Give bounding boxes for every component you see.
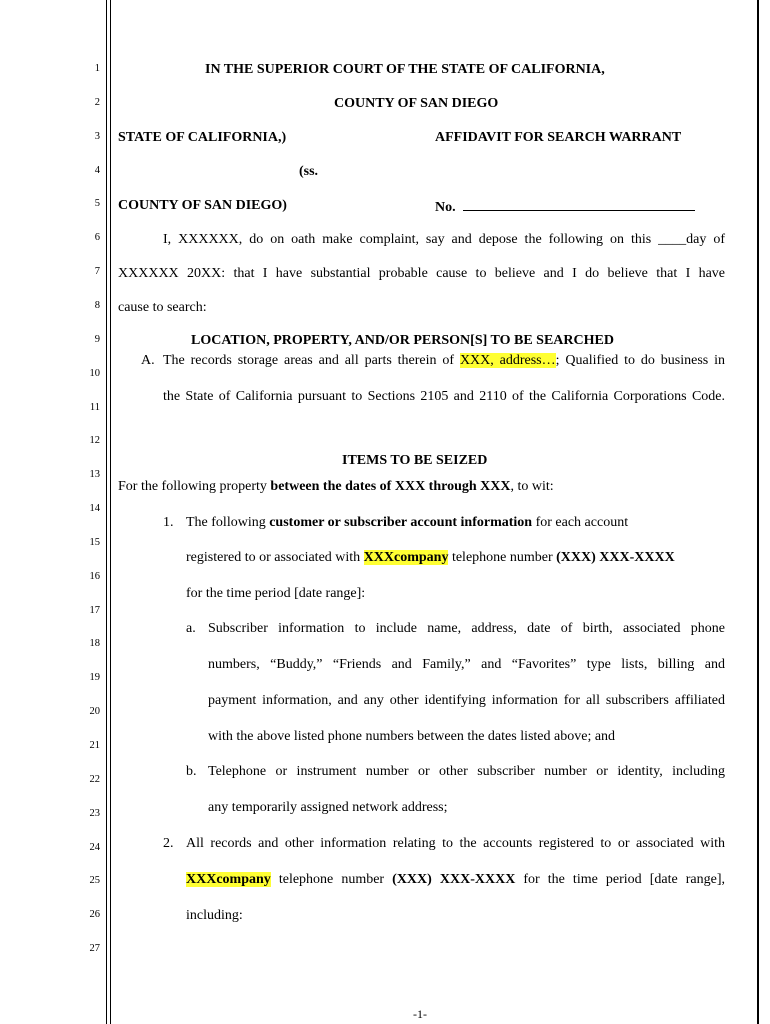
county-heading: COUNTY OF SAN DIEGO	[334, 96, 499, 111]
sub-a-line-4: with the above listed phone numbers between the dates listed above; and	[208, 729, 616, 744]
caption-ss: (ss.	[299, 164, 319, 179]
line-number: 2	[94, 96, 100, 108]
sub-b-line-2: any temporarily assigned network address;	[208, 800, 448, 815]
item-1-line-1	[186, 515, 628, 531]
case-number-label: No.	[435, 200, 456, 215]
intro-line-2: XXXXXX 20XX: that I have substantial probable cause to believe and I do believe that I have	[118, 266, 725, 281]
item-2-l2-mid: telephone number	[270, 872, 393, 887]
item-marker-a: A.	[141, 353, 155, 368]
line-number: 11	[89, 401, 100, 413]
location-line-1	[163, 353, 725, 369]
items-intro	[118, 479, 554, 495]
line-number: 14	[89, 503, 100, 515]
caption-party-2: COUNTY OF SAN DIEGO)	[118, 198, 287, 213]
margin-rule-left-1	[106, 0, 107, 1024]
item-1-marker: 1.	[163, 515, 174, 530]
phone-number-2: (XXX) XXX-XXXX	[392, 872, 516, 887]
section-items-title: ITEMS TO BE SEIZED	[342, 453, 488, 468]
case-number	[435, 198, 695, 216]
phone-number-1: (XXX) XXX-XXXX	[556, 550, 675, 565]
line-number: 15	[89, 536, 100, 548]
item-2-l2-post: for the time period [date range],	[515, 872, 725, 887]
margin-rule-right	[757, 0, 759, 1024]
line-number: 9	[94, 333, 100, 345]
item-2-line-1: All records and other information relating to the accounts registered to or associated with	[186, 836, 725, 851]
document-title: AFFIDAVIT FOR SEARCH WARRANT	[435, 130, 682, 145]
location-line-1-pre: The records storage areas and all parts therein of	[163, 353, 460, 368]
page-number: -1-	[413, 1007, 427, 1021]
items-intro-dates: between the dates of XXX through XXX	[270, 479, 511, 494]
line-number: 23	[89, 807, 100, 819]
line-number: 17	[89, 604, 100, 616]
line-number: 12	[89, 435, 100, 447]
line-number: 13	[89, 469, 100, 481]
line-number: 8	[94, 299, 100, 311]
item-1-l1-post: for each account	[532, 515, 629, 530]
line-number: 24	[89, 841, 100, 853]
item-1-l1-bold: customer or subscriber account information	[269, 515, 533, 530]
line-number: 18	[89, 638, 100, 650]
items-intro-post: , to wit:	[510, 479, 554, 494]
line-number: 7	[94, 266, 100, 278]
margin-rule-left-2	[110, 0, 111, 1024]
intro-line-1: I, XXXXXX, do on oath make complaint, say and depose the following on this ____day of	[163, 232, 725, 247]
line-number: 1	[94, 63, 100, 74]
items-intro-pre: For the following property	[118, 479, 271, 494]
location-line-2: the State of California pursuant to Sections 2105 and 2110 of the California Corporations Code.	[163, 389, 725, 404]
item-1-line-2	[186, 550, 675, 566]
sub-a-line-3: payment information, and any other identifying information for all subscribers affiliated	[208, 693, 725, 708]
sub-b-marker: b.	[186, 764, 197, 779]
caption-party-1: STATE OF CALIFORNIA,)	[118, 130, 287, 145]
line-number: 19	[89, 672, 100, 684]
address-placeholder: XXX, address…	[459, 353, 556, 368]
item-2-marker: 2.	[163, 836, 174, 851]
line-number: 26	[89, 909, 100, 921]
court-heading: IN THE SUPERIOR COURT OF THE STATE OF CALIFORNIA,	[205, 62, 605, 77]
line-number: 16	[89, 570, 100, 582]
sub-b-line-1: Telephone or instrument number or other subscriber number or identity, including	[208, 764, 725, 779]
location-line-1-post: ; Qualified to do business in	[555, 353, 725, 368]
item-1-l1-pre: The following	[186, 515, 270, 530]
line-number: 20	[89, 706, 100, 718]
intro-line-3: cause to search:	[118, 300, 207, 315]
company-placeholder-1: XXXcompany	[363, 550, 449, 565]
line-number: 6	[94, 232, 100, 244]
line-number: 21	[89, 740, 100, 751]
line-number: 3	[94, 130, 100, 142]
line-number: 5	[94, 198, 100, 210]
item-2-line-3: including:	[186, 908, 243, 923]
item-1-l2-pre: registered to or associated with	[186, 550, 364, 565]
section-location-title: LOCATION, PROPERTY, AND/OR PERSON[S] TO BE SEARCHED	[191, 333, 614, 348]
line-number: 22	[89, 773, 100, 785]
item-2-line-2	[186, 872, 725, 888]
sub-a-line-2: numbers, “Buddy,” “Friends and Family,” and “Favorites” type lists, billing and	[208, 657, 725, 672]
item-1-l2-mid: telephone number	[448, 550, 557, 565]
sub-a-line-1: Subscriber information to include name, address, date of birth, associated phone	[208, 621, 725, 636]
sub-a-marker: a.	[186, 621, 196, 636]
case-number-blank	[463, 198, 695, 211]
line-number: 4	[94, 164, 100, 176]
line-number: 10	[89, 367, 100, 379]
line-number: 27	[89, 943, 100, 955]
company-placeholder-2: XXXcompany	[186, 872, 271, 887]
item-1-line-3: for the time period [date range]:	[186, 586, 366, 601]
line-number: 25	[89, 875, 100, 887]
